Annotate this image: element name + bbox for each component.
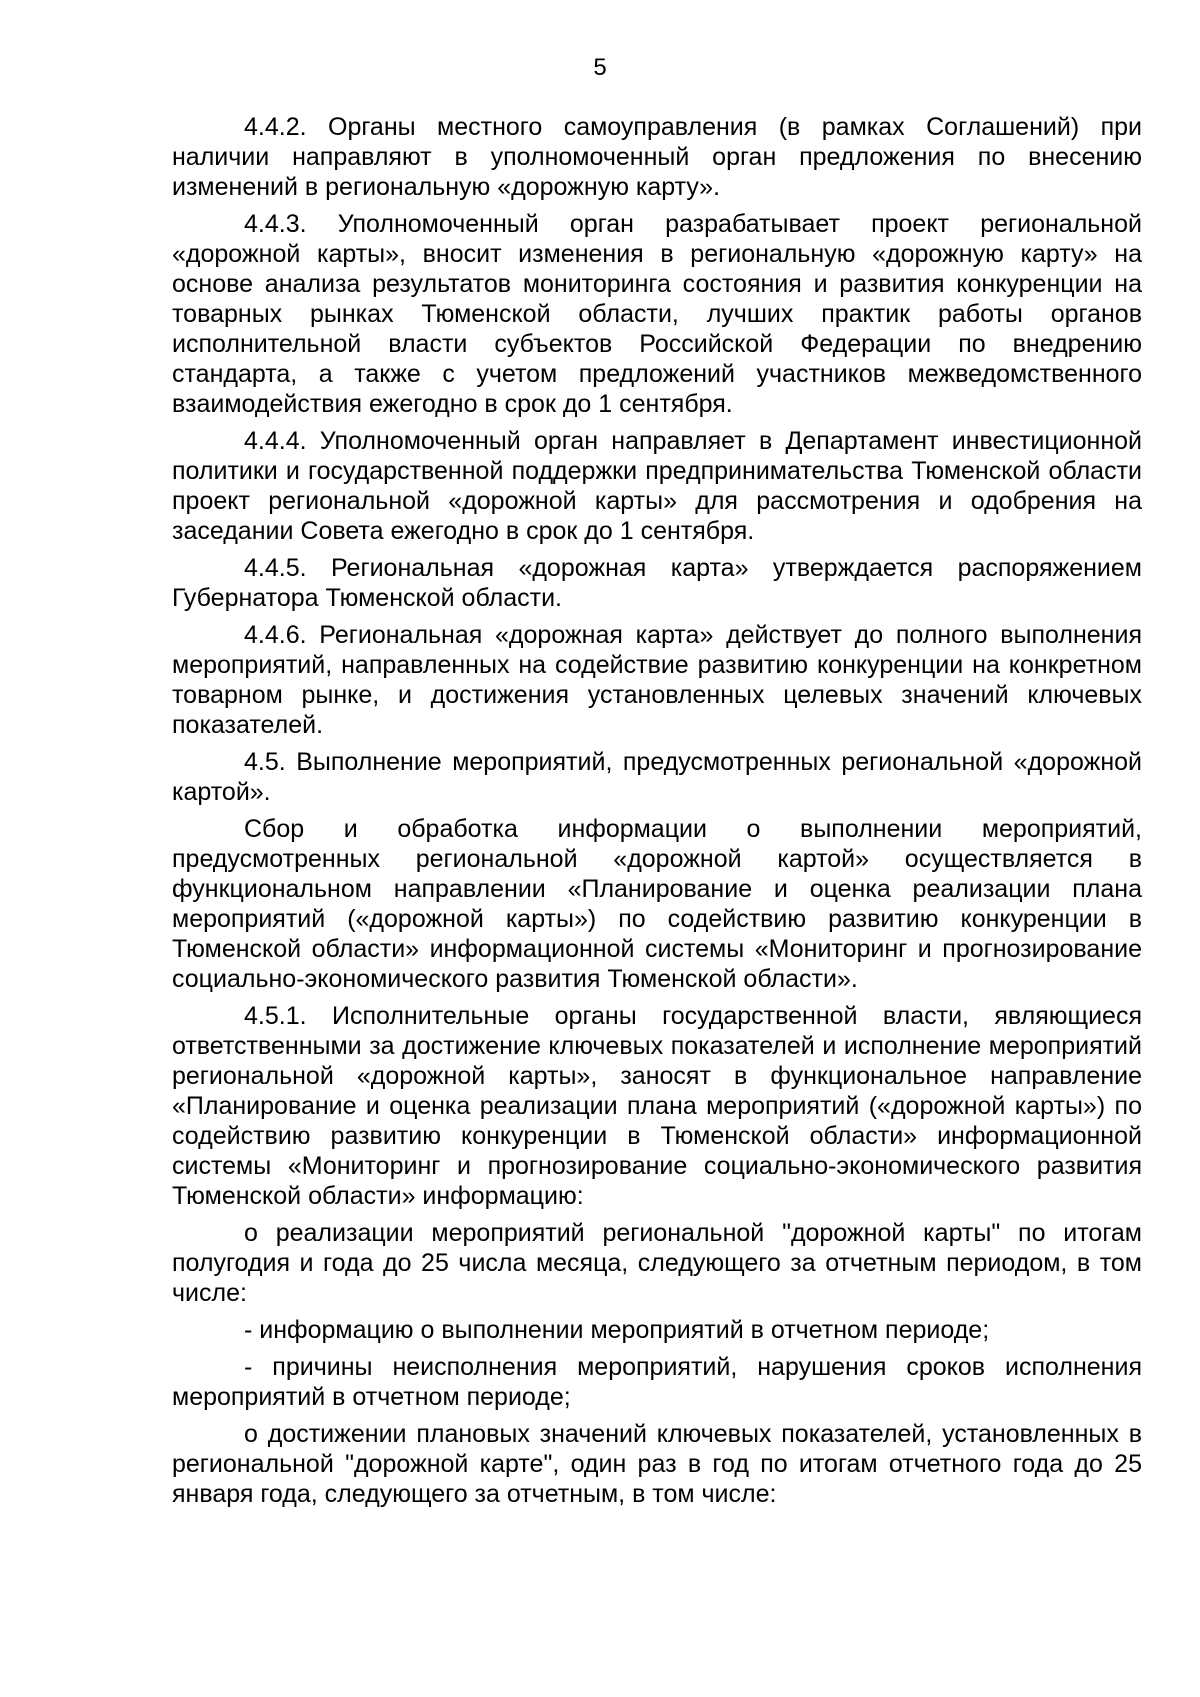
page-number: 5 [593,54,607,81]
paragraph-4-5-1: 4.5.1. Исполнительные органы государственной власти, являющиеся ответственными за достижение ключевых показателей и исполнение мероприятий региональной «дорожной карты», заносят в функциональное направление «Планирование и оценка реализации плана мероприятий («дорожной карты») по содействию развитию конкуренции в Тюменской области» информационной системы «Мониторинг и прогнозирование социально-экономического развития Тюменской области» информацию: [172,1002,1142,1210]
paragraph-4-4-3: 4.4.3. Уполномоченный орган разрабатывает проект региональной «дорожной карты», вносит изменения в региональную «дорожную карту» на основе анализа результатов мониторинга состояния и развития конкуренции на товарных рынках Тюменской области, лучших практик работы органов исполнительной власти субъектов Российской Федерации по внедрению стандарта, а также с учетом предложений участников межведомственного взаимодействия ежегодно в срок до 1 сентября. [172,210,1142,418]
document-body [172,112,1142,1516]
paragraph-4-4-6: 4.4.6. Региональная «дорожная карта» действует до полного выполнения мероприятий, направленных на содействие развитию конкуренции на конкретном товарном рынке, и достижения установленных целевых значений ключевых показателей. [172,621,1142,739]
list-item-non-execution-reasons: - причины неисполнения мероприятий, нарушения сроков исполнения мероприятий в отчетном периоде; [172,1353,1142,1411]
paragraph-4-4-5: 4.4.5. Региональная «дорожная карта» утверждается распоряжением Губернатора Тюменской области. [172,554,1142,612]
paragraph-data-collection: Сбор и обработка информации о выполнении мероприятий, предусмотренных региональной «дорожной картой» осуществляется в функциональном направлении «Планирование и оценка реализации плана мероприятий («дорожной карты») по содействию развитию конкуренции в Тюменской области» информационной системы «Мониторинг и прогнозирование социально-экономического развития Тюменской области». [172,815,1142,993]
paragraph-4-4-2: 4.4.2. Органы местного самоуправления (в рамках Соглашений) при наличии направляют в уполномоченный орган предложения по внесению изменений в региональную «дорожную карту». [172,113,1142,201]
paragraph-4-5: 4.5. Выполнение мероприятий, предусмотренных региональной «дорожной картой». [172,748,1142,806]
paragraph-4-4-4: 4.4.4. Уполномоченный орган направляет в Департамент инвестиционной политики и государственной поддержки предпринимательства Тюменской области проект региональной «дорожной карты» для рассмотрения и одобрения на заседании Совета ежегодно в срок до 1 сентября. [172,427,1142,545]
paragraph-indicators-report: о достижении плановых значений ключевых показателей, установленных в региональной "дорожной карте", один раз в год по итогам отчетного года до 25 января года, следующего за отчетным, в том числе: [172,1420,1142,1508]
list-item-execution-info: - информацию о выполнении мероприятий в отчетном периоде; [244,1316,990,1344]
paragraph-implementation-report: о реализации мероприятий региональной "дорожной карты" по итогам полугодия и года до 25 числа месяца, следующего за отчетным периодом, в том числе: [172,1219,1142,1307]
